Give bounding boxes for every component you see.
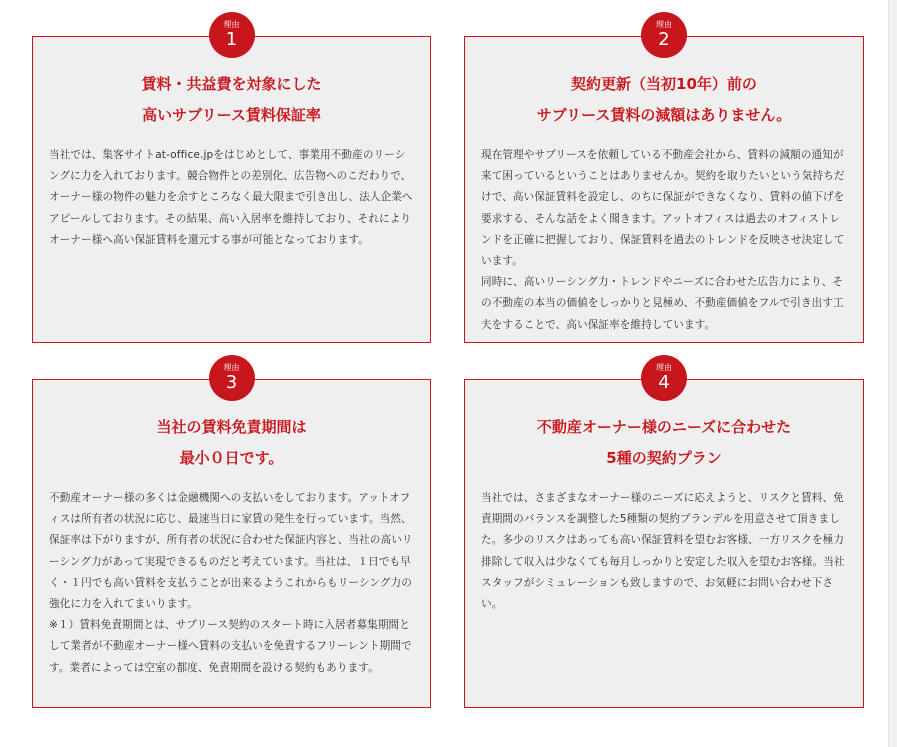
card-title-line-1: 契約更新（当初10年）前の <box>571 75 757 93</box>
badge-label: 理由 <box>656 19 672 29</box>
badge-number: 2 <box>658 28 670 50</box>
badge-label: 理由 <box>223 362 240 372</box>
reason-badge-1 <box>209 12 255 58</box>
page-scrollbar[interactable] <box>888 0 897 747</box>
card-title-line-2: 高いサブリース賃料保証率 <box>142 106 321 124</box>
card-body-paragraph: 不動産オーナー様の多くは金融機関への支払いをしております。アットオフィスは所有者の状況に応じ、最速当日に家賃の発生を行っています。当然、保証率は下がりますが、所有者の状況に合わせた保証内容と、当社の高いリーシング力があって実現できるものだと考えています。当社は、１日でも早く・１円でも高い賃料を支払うことが出来るようこれからもリーシング力の強化に力を入れてまいります。 <box>49 492 413 611</box>
card-body <box>481 488 847 615</box>
card-body-note: ※１）賃料免責期間とは、サブリース契約のスタート時に入居者募集期間として業者が不動産オーナー様へ賃料の支払いを免責するフリーレント期間です。業者によっては空室の都度、免責期間を設ける契約もあります。 <box>49 619 412 674</box>
card-title-line-1: 不動産オーナー様のニーズに合わせた <box>536 418 792 436</box>
card-title <box>465 69 863 131</box>
card-title-line-2: 最小０日です。 <box>179 449 284 467</box>
reason-badge-2 <box>641 12 687 58</box>
reason-card-1 <box>32 19 431 343</box>
card-body-paragraph: 現在管理やサブリースを依頼している不動産会社から、賃料の減額の通知が来て困っているということはありませんか。契約を取りたいという気持ちだけで、高い保証賃料を設定し、のちに保証ができなくなり、賃料の値下げを要求する、そんな話をよく聞きます。アットオフィスは過去のオフィストレンドを正確に把握しており、保証賃料を過去のトレンドを反映させ決定しています。 <box>481 149 845 268</box>
badge-number: 3 <box>225 371 238 393</box>
badge-label: 理由 <box>656 362 672 372</box>
card-title-line-1: 当社の賃料免責期間は <box>156 418 307 436</box>
reason-card-2 <box>464 19 864 343</box>
card-body <box>481 145 847 336</box>
badge-number: 4 <box>658 371 670 393</box>
badge-label: 理由 <box>223 19 240 29</box>
card-title-line-1: 賃料・共益費を対象にした <box>141 75 322 93</box>
card-body-paragraph: 当社では、さまざまなオーナー様のニーズに応えようと、リスクと賃料、免責期間のバランスを調整した5種類の契約プランデルを用意させて頂きました。多少のリスクはあっても高い保証賃料を望むお客様、一方リスクを極力排除して収入は少なくても毎月しっかりと安定した収入を望むお客様。当社スタッフがシミュレーションも致しますので、お気軽にお問い合わせ下さい。 <box>481 492 845 611</box>
card-body <box>49 145 414 251</box>
reason-badge-3 <box>209 355 255 401</box>
card-title-line-2: 5種の契約プラン <box>606 449 722 467</box>
card-title <box>33 412 430 474</box>
card-body <box>49 488 414 679</box>
card-title <box>33 69 430 131</box>
card-body-paragraph: 同時に、高いリーシング力・トレンドやニーズに合わせた広告力により、その不動産の本当の価値をしっかりと見極め、不動産価値をフルで引き出す工夫をすることで、高い保証率を維持しています。 <box>481 276 844 331</box>
badge-number: 1 <box>225 28 238 50</box>
reason-card-4 <box>464 362 864 708</box>
reason-card-3 <box>32 362 431 708</box>
reason-badge-4 <box>641 355 687 401</box>
card-title-line-2: サブリース賃料の減額はありません。 <box>536 106 792 124</box>
card-body-paragraph: 当社では、集客サイトat-office.jpをはじめとして、事業用不動産のリーシングに力を入れております。競合物件との差別化、広告物へのこだわりで、オーナー様の物件の魅力を余すところなく最大限まで引き出し、法人企業へアピールしております。その結果、高い入居率を維持しており、それによりオーナー様へ高い保証賃料を還元する事が可能となっております。 <box>49 149 413 246</box>
card-title <box>465 412 863 474</box>
